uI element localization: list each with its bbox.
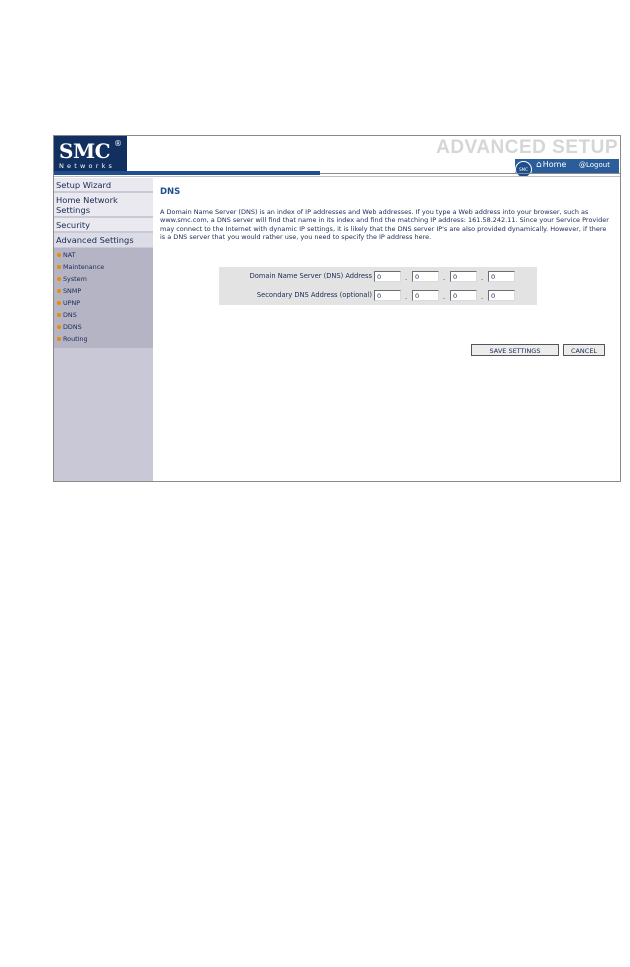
bullet-icon (57, 289, 61, 293)
submenu-item-label: Routing (63, 335, 88, 343)
logo-text: SMC (59, 139, 110, 163)
router-admin-page (53, 135, 621, 482)
submenu-item-snmp[interactable] (54, 285, 153, 297)
main-content (153, 178, 620, 481)
sidebar-item-label: Advanced Settings (56, 235, 134, 245)
save-settings-button[interactable]: SAVE SETTINGS (471, 344, 559, 356)
logout-link[interactable] (579, 161, 610, 169)
page-banner-title: ADVANCED SETUP (436, 137, 618, 158)
submenu-item-label: NAT (63, 251, 76, 259)
primary-dns-row (219, 268, 537, 286)
submenu-item-routing[interactable] (54, 333, 153, 345)
bullet-icon (57, 301, 61, 305)
secondary-dns-row (219, 287, 537, 305)
submenu-item-label: DDNS (63, 323, 82, 331)
bullet-icon (57, 325, 61, 329)
sidebar-item-setup-wizard[interactable] (54, 178, 153, 193)
sidebar-item-label: Security (56, 220, 91, 230)
home-link[interactable] (536, 160, 566, 170)
submenu-item-maintenance[interactable] (54, 261, 153, 273)
sidebar-item-label: Setup Wizard (56, 180, 112, 190)
submenu-item-label: Maintenance (63, 263, 105, 271)
page-title: DNS (160, 187, 181, 197)
sidebar-item-home-network-settings[interactable] (54, 193, 153, 218)
submenu-item-dns[interactable] (54, 309, 153, 321)
bullet-icon (57, 253, 61, 257)
sidebar-item-advanced-settings[interactable] (54, 233, 153, 248)
octet-separator: . (481, 274, 484, 282)
sidebar-item-label: Home Network Settings (56, 195, 118, 215)
bullet-icon (57, 265, 61, 269)
submenu-item-system[interactable] (54, 273, 153, 285)
octet-separator: . (443, 293, 446, 301)
submenu-item-label: SNMP (63, 287, 82, 295)
bullet-icon (57, 313, 61, 317)
secondary-dns-octet-2[interactable]: 0 (412, 290, 439, 301)
primary-dns-label: Domain Name Server (DNS) Address (249, 272, 372, 280)
submenu-item-ddns[interactable] (54, 321, 153, 333)
advanced-submenu (54, 248, 153, 348)
home-link-label: Home (542, 160, 567, 169)
dns-settings-table (219, 267, 537, 305)
submenu-item-label: DNS (63, 311, 77, 319)
secondary-dns-octet-4[interactable]: 0 (488, 290, 515, 301)
home-icon: ⌂ (536, 160, 542, 170)
globe-label: SMC (519, 167, 528, 172)
header-divider-blue (54, 171, 320, 175)
header (54, 136, 620, 177)
submenu-item-upnp[interactable] (54, 297, 153, 309)
sidebar (54, 178, 153, 481)
sidebar-item-security[interactable] (54, 218, 153, 233)
primary-dns-octet-2[interactable]: 0 (412, 271, 439, 282)
bullet-icon (57, 337, 61, 341)
secondary-dns-octet-3[interactable]: 0 (450, 290, 477, 301)
logout-icon: @ (579, 161, 586, 169)
secondary-dns-label: Secondary DNS Address (optional) (256, 291, 372, 299)
octet-separator: . (405, 274, 408, 282)
logout-link-label: Logout (586, 161, 610, 169)
header-divider-gray (320, 173, 620, 174)
primary-dns-octet-4[interactable]: 0 (488, 271, 515, 282)
submenu-item-nat[interactable] (54, 249, 153, 261)
primary-dns-octet-3[interactable]: 0 (450, 271, 477, 282)
bullet-icon (57, 277, 61, 281)
header-divider-bottom (54, 176, 620, 177)
octet-separator: . (405, 293, 408, 301)
secondary-dns-octet-1[interactable]: 0 (374, 290, 401, 301)
submenu-item-label: System (63, 275, 87, 283)
page-description: A Domain Name Server (DNS) is an index of IP addresses and Web addresses. If you type a Web address into your browser, such as www.smc.com, a DNS server will find that name in its index and find the matching IP address: 161.58.242.11. Since your Service Provider may connect to the Internet with dynamic IP settings, it is likely that the DNS server IP's are also provided dynamically. However, if there is a DNS server that you would rather use, you need to specify the IP address here. (160, 208, 609, 241)
octet-separator: . (481, 293, 484, 301)
logo-registered-mark: ® (114, 139, 122, 148)
logo-subtitle: Networks (59, 162, 116, 170)
smc-logo (54, 136, 127, 171)
octet-separator: . (443, 274, 446, 282)
primary-dns-octet-1[interactable]: 0 (374, 271, 401, 282)
cancel-button[interactable]: CANCEL (563, 344, 605, 356)
submenu-item-label: UPNP (63, 299, 81, 307)
